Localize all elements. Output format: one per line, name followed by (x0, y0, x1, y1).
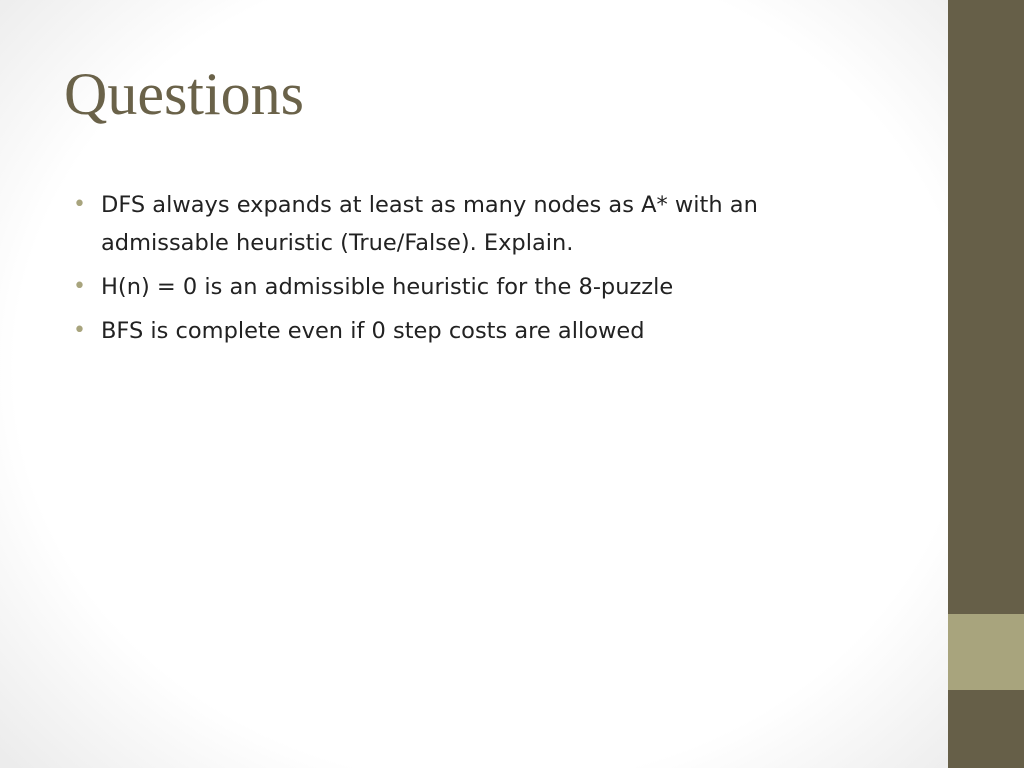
bullet-icon: • (73, 318, 86, 343)
side-accent-block (948, 614, 1024, 690)
bullet-icon: • (73, 192, 86, 217)
bullet-text: DFS always expands at least as many nodes as A* with an admissable heuristic (True/False). Explain. (101, 192, 758, 256)
bullet-item (73, 186, 863, 262)
bullet-list (73, 186, 863, 356)
bullet-item (73, 268, 863, 306)
bullet-icon: • (73, 274, 86, 299)
bullet-item (73, 312, 863, 350)
bullet-text: H(n) = 0 is an admissible heuristic for the 8-puzzle (101, 274, 674, 300)
slide-title: Questions (64, 61, 304, 127)
bullet-text: BFS is complete even if 0 step costs are allowed (101, 318, 645, 344)
